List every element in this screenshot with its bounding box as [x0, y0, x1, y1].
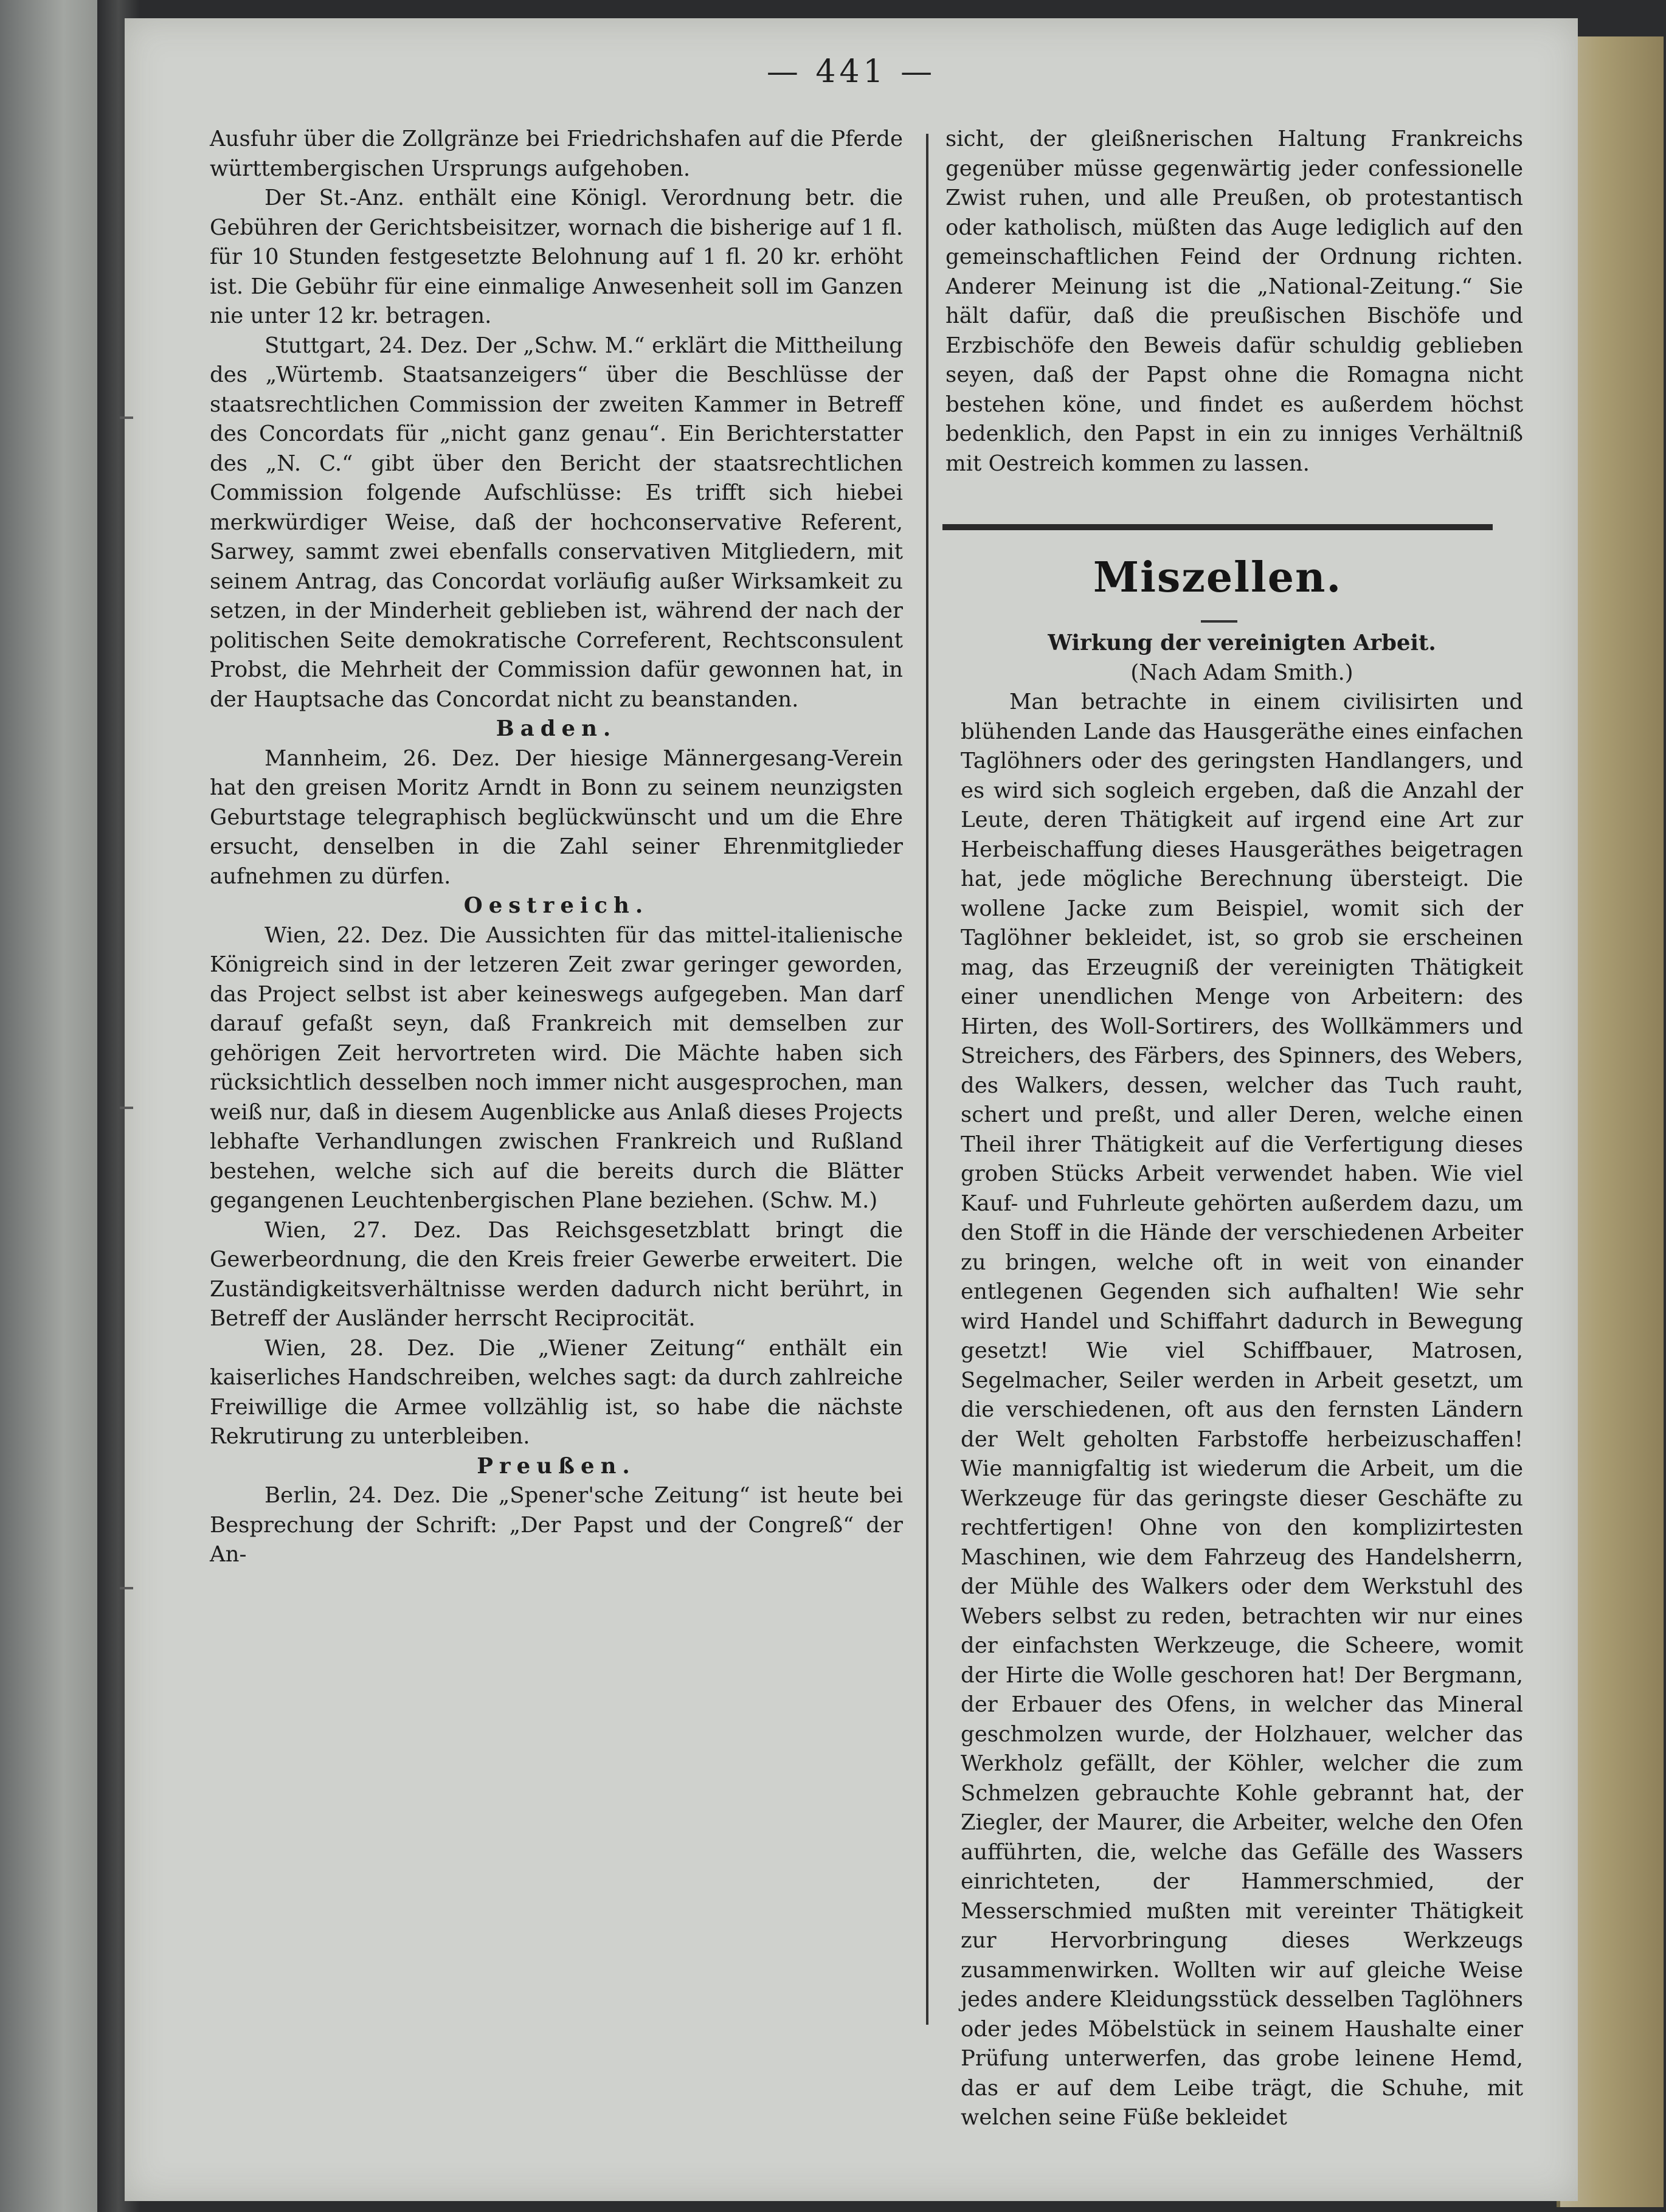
previous-page-edge	[0, 0, 106, 2212]
article-title: Wirkung der vereinigten Arbeit.	[1048, 631, 1436, 655]
newspaper-page	[125, 18, 1578, 2201]
paragraph: Stuttgart, 24. Dez. Der „Schw. M.“ erklärt die Mittheilung des „Würtemb. Staatsanzeigers“ über die Beschlüsse der staatsrechtlichen Commission der zweiten Kammer in Betreff des Concordats für „nicht ganz genau“. Ein Berichterstatter des „N. C.“ gibt über den Bericht der staatsrechtlichen Commission folgende Aufschlüsse: Es trifft sich hiebei merkwürdiger Weise, daß der hochconservative Referent, Sarwey, sammt zwei ebenfalls conservativen Mitgliedern, mit seinem Antrag, das Concordat vorläufig außer Wirksamkeit zu setzen, in der Minderheit geblieben ist, während der nach der politischen Seite demokratische Correferent, Rechtsconsulent Probst, die Mehrheit der Commission dafür gewonnen hat, in der Hauptsache das Concordat nicht zu beanstanden.	[210, 333, 903, 712]
margin-tick	[120, 416, 133, 419]
paragraph: Der St.-Anz. enthält eine Königl. Verordnung betr. die Gebühren der Gerichtsbeisitzer, wornach die bisherige auf 1 fl. für 10 Stunden festgesetzte Belohnung auf 1 fl. 20 kr. erhöht ist. Die Gebühr für eine einmalige Anwesenheit soll im Ganzen nie unter 12 kr. betragen.	[210, 185, 903, 328]
margin-tick	[120, 1587, 133, 1589]
paragraph: sicht, der gleißnerischen Haltung Frankreichs gegenüber müsse gegenwärtig jeder confessionelle Zwist ruhen, und alle Preußen, ob protestantisch oder katholisch, müßten das Auge lediglich auf den gemeinschaftlichen Feind der Ordnung richten. Anderer Meinung ist die „National-Zeitung.“ Sie hält dafür, daß die preußischen Bischöfe und Erzbischöfe den Beweis dafür schuldig geblieben seyen, daß der Papst ohne die Romagna nicht bestehen köne, und findet es außerdem höchst bedenklich, den Papst in ein zu inniges Verhältniß mit Oestreich kommen zu lassen.	[945, 126, 1523, 476]
page-number: — 441 —	[766, 54, 936, 90]
paragraph: Wien, 22. Dez. Die Aussichten für das mittel-italienische Königreich sind in der letzeren Zeit zwar geringer geworden, das Project selbst ist aber keineswegs aufgegeben. Man darf darauf gefaßt seyn, daß Frankreich mit demselben zur gehörigen Zeit hervortreten wird. Die Mächte haben sich rücksichtlich desselben noch immer nicht ausgesprochen, man weiß nur, daß in diesem Augenblicke aus Anlaß dieses Projects lebhafte Verhandlungen zwischen Frankreich und Rußland bestehen, welche sich auf die bereits durch die Blätter gegangenen Leuchtenbergischen Plane beziehen. (Schw. M.)	[210, 922, 903, 1213]
paragraph: Ausfuhr über die Zollgränze bei Friedrichshafen auf die Pferde württembergischen Ursprungs aufgehoben.	[210, 126, 903, 181]
section-heading-baden: Baden.	[496, 716, 617, 741]
paragraph: Wien, 27. Dez. Das Reichsgesetzblatt bringt die Gewerbeordnung, die den Kreis freier Gewerbe erweitert. Die Zuständigkeitsverhältnisse werden dadurch nicht berührt, in Betreff der Ausländer herrscht Reciprocität.	[210, 1217, 903, 1331]
title-rule	[1201, 620, 1237, 623]
miscellany-article	[961, 626, 1523, 2133]
margin-tick	[120, 1107, 133, 1109]
right-column-continuation	[945, 125, 1523, 479]
paragraph: Mannheim, 26. Dez. Der hiesige Männergesang-Verein hat den greisen Moritz Arndt in Bonn zu seinem neunzigsten Geburtstage telegraphisch beglückwünscht und um die Ehre ersucht, denselben in die Zahl seiner Ehrenmitglieder aufnehmen zu dürfen.	[210, 745, 903, 889]
paragraph: Berlin, 24. Dez. Die „Spener'sche Zeitung“ ist heute bei Besprechung der Schrift: „Der Papst und der Congreß“ der An-	[210, 1483, 903, 1567]
section-heading-preussen: Preußen.	[477, 1453, 636, 1479]
paragraph: Wien, 28. Dez. Die „Wiener Zeitung“ enthält ein kaiserliches Handschreiben, welches sagt: da durch zahlreiche Freiwillige die Armee vollzählig ist, so habe die nächste Rekrutirung zu unterbleiben.	[210, 1335, 903, 1449]
article-body: Man betrachte in einem civilisirten und blühenden Lande das Hausgeräthe eines einfachen Taglöhners oder des geringsten Handlangers, und es wird sich sogleich ergeben, daß die Anzahl der Leute, deren Thätigkeit auf irgend eine Art zur Herbeischaffung dieses Hausgeräthes beigetragen hat, jede mögliche Berechnung übersteigt. Die wollene Jacke zum Beispiel, womit sich der Taglöhner bekleidet, ist, so grob sie erscheinen mag, das Erzeugniß der vereinigten Thätigkeit einer unendlichen Menge von Arbeitern: des Hirten, des Woll-Sortirers, des Wollkämmers und Streichers, des Färbers, des Spinners, des Webers, des Walkers, dessen, welcher das Tuch rauht, schert und preßt, und aller Deren, welche einen Theil ihrer Thätigkeit auf die Verfertigung dieses groben Stücks Arbeit verwendet haben. Wie viel Kauf- und Fuhrleute gehörten außerdem dazu, um den Stoff in die Hände der verschiedenen Arbeiter zu bringen, welche oft in weit von einander entlegenen Gegenden sich aufhalten! Wie sehr wird Handel und Schiffahrt dadurch in Bewegung gesetzt! Wie viel Schiffbauer, Matrosen, Segelmacher, Seiler werden in Arbeit gesetzt, um die verschiedenen, oft aus den fernsten Ländern der Welt geholten Farbstoffe herbeizuschaffen! Wie mannigfaltig ist wiederum die Arbeit, um die Werkzeuge für das geringste dieser Geschäfte zu rechtfertigen! Ohne von den komplizirtesten Maschinen, wie dem Fahrzeug des Handelsherrn, der Mühle des Walkers oder dem Werkstuhl des Webers selbst zu reden, betrachten wir nur eines der einfachsten Werkzeuge, die Scheere, womit der Hirte die Wolle geschoren hat! Der Bergmann, der Erbauer des Ofens, in welcher das Mineral geschmolzen wurde, der Holzhauer, welcher das Werkholz gefällt, der Köhler, welcher die zum Schmelzen gebrauchte Kohle gebrannt hat, der Ziegler, der Maurer, die Arbeiter, welche den Ofen aufführten, die, welche das Gefälle des Wassers einrichteten, der Hammerschmied, der Messerschmied mußten mit vereinter Thätigkeit zur Hervorbringung dieses Werkzeugs zusammenwirken. Wollten wir auf gleiche Weise jedes andere Kleidungsstück desselben Taglöhners oder jedes Möbelstück in seinem Haushalte einer Prüfung unterwerfen, das grobe leinene Hemd, das er auf dem Leibe trägt, die Schuhe, mit welchen seine Füße bekleidet	[961, 690, 1523, 2130]
left-column	[210, 125, 903, 1570]
section-rule	[942, 524, 1493, 530]
article-source: (Nach Adam Smith.)	[1130, 660, 1353, 685]
section-heading-oestreich: Oestreich.	[463, 893, 649, 918]
column-divider	[926, 134, 928, 2025]
miscellany-title: Miszellen.	[1093, 553, 1343, 602]
